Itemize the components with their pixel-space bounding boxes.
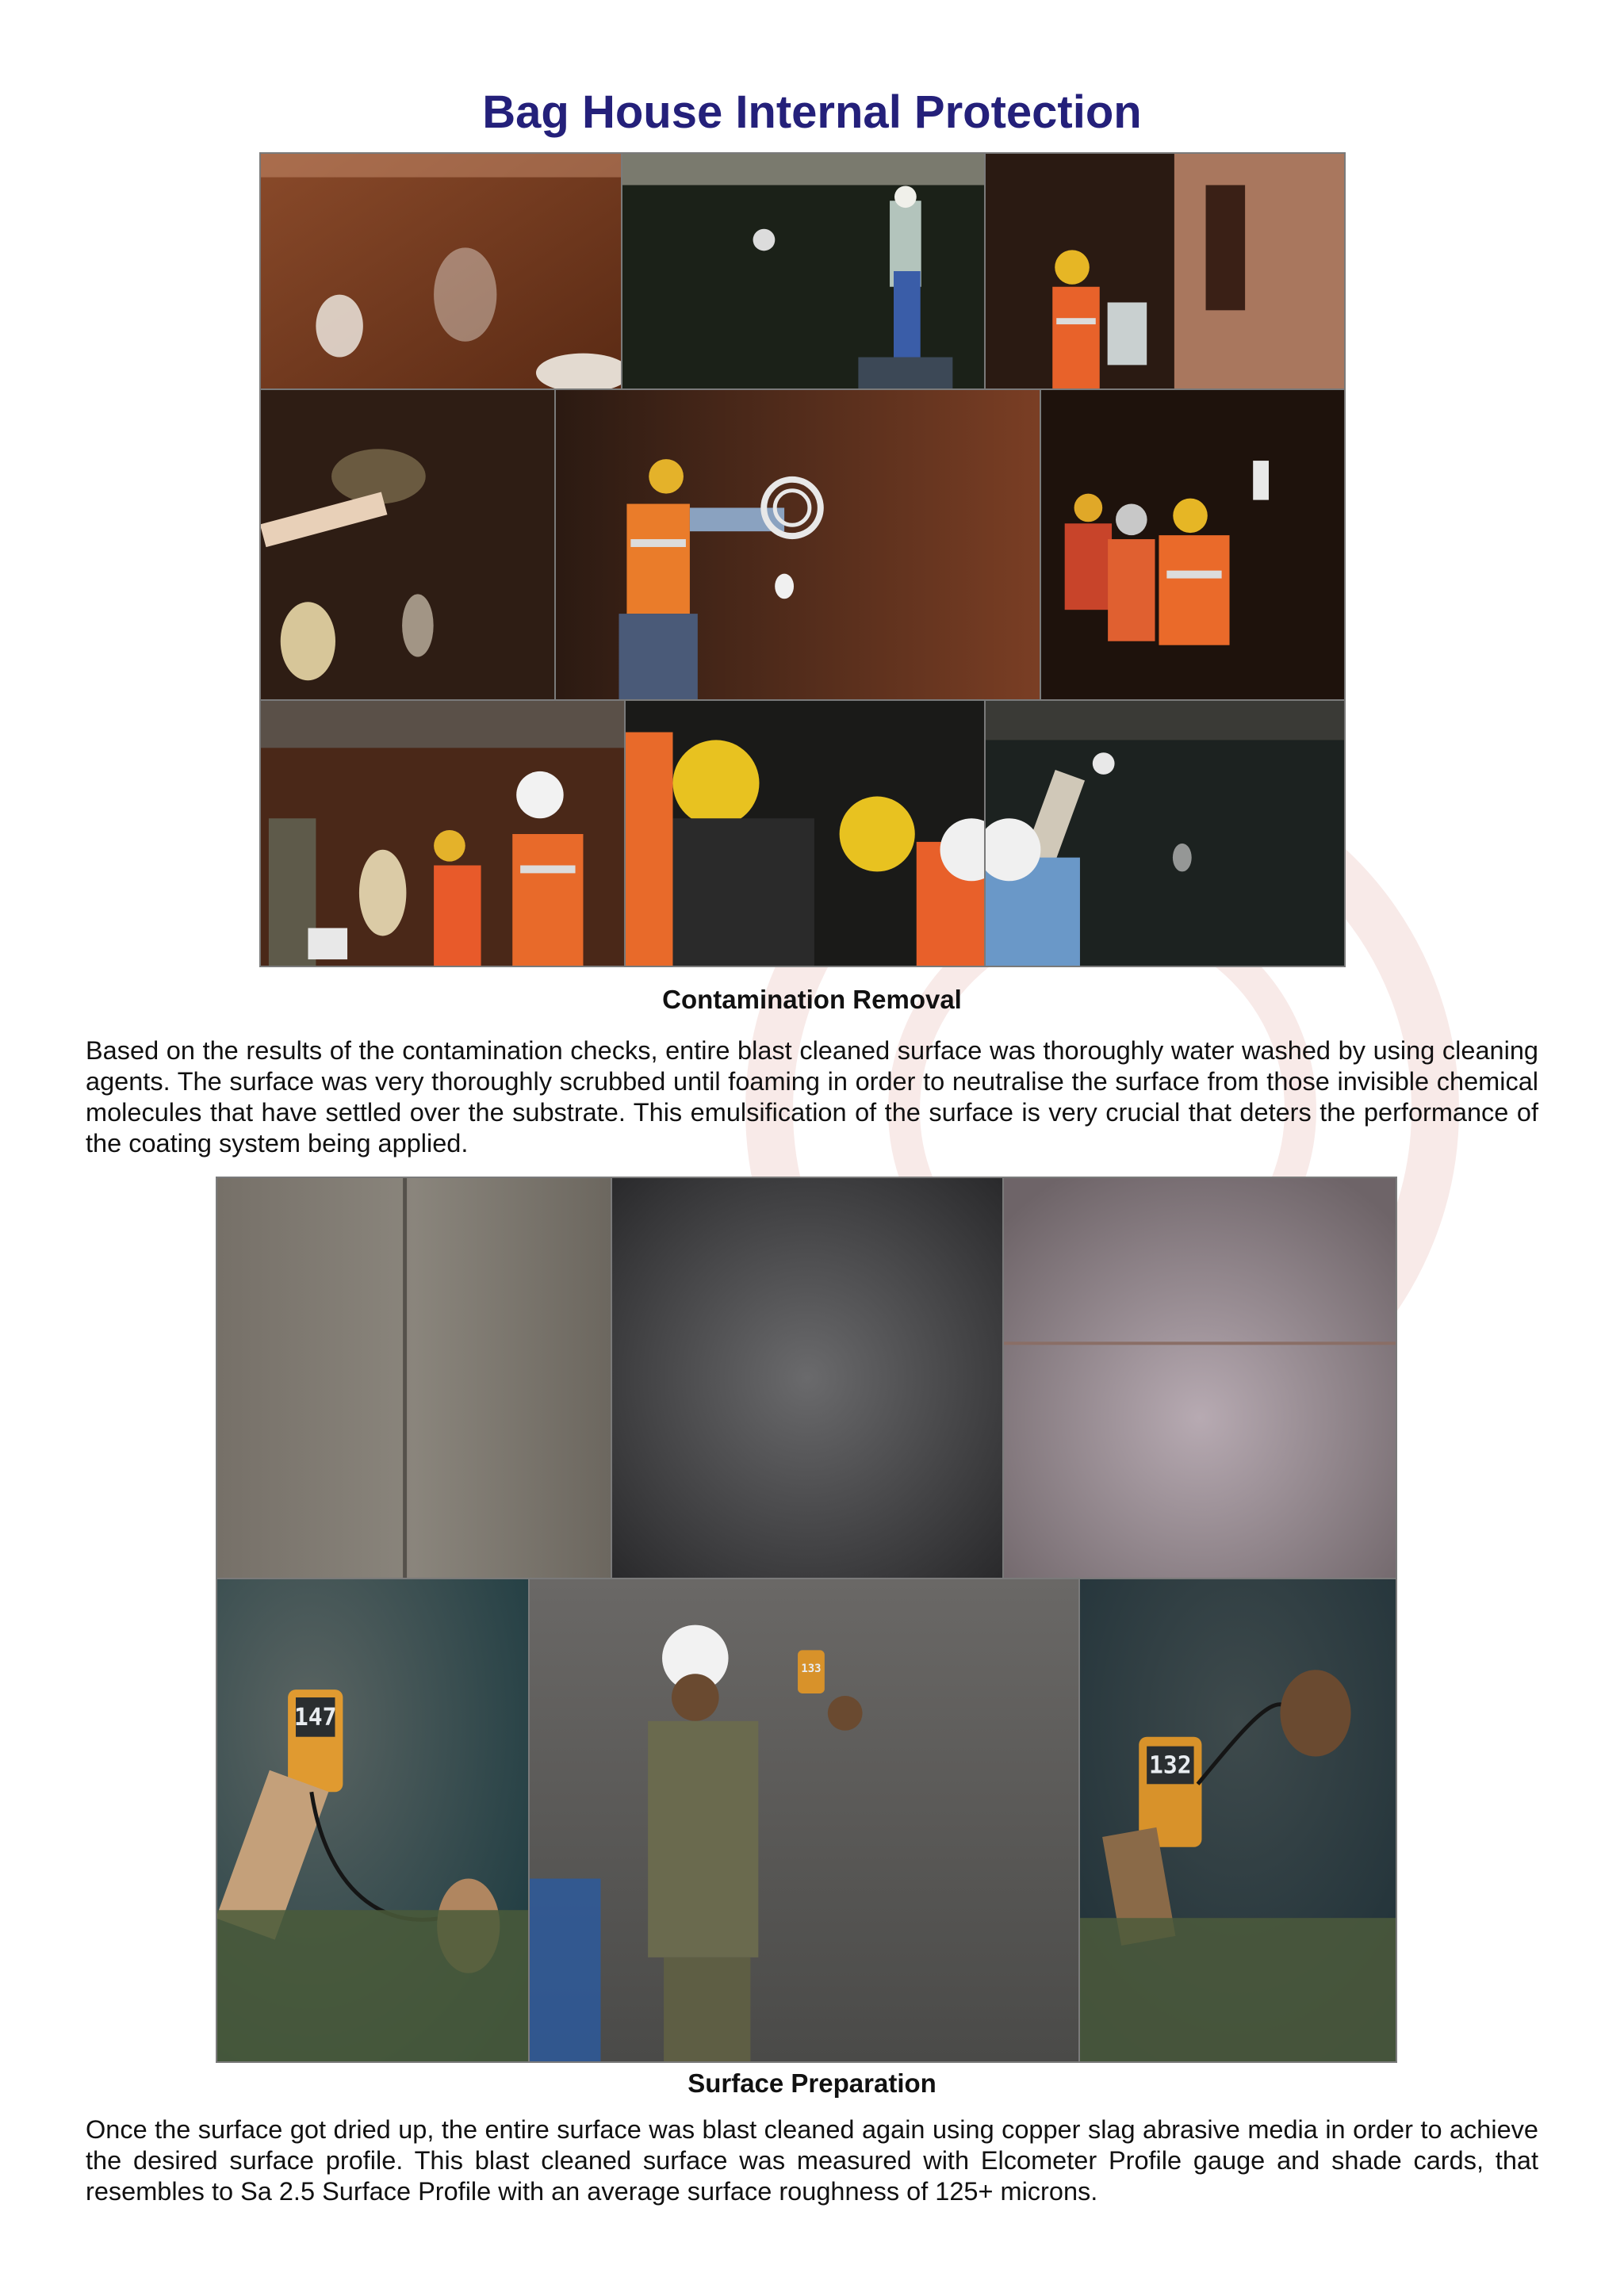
gauge-reading-right: 132 [1149, 1751, 1192, 1780]
photo-worker-spraying-cleaning-agent [621, 152, 986, 390]
photo-profile-gauge-reading-left [216, 1578, 530, 2063]
photo-hand-spraying-wall [984, 699, 1346, 967]
photo-worker-measuring-profile [528, 1578, 1080, 2063]
photo-close-up-workers-helmets [624, 699, 986, 967]
photo-workers-with-brushes [259, 699, 626, 967]
gauge-reading-center: 133 [801, 1663, 822, 1676]
photo-dark-textured-blasted-surface [611, 1177, 1004, 1579]
paragraph-surface-preparation: Once the surface got dried up, the entire surface was blast cleaned again using copper slag abrasive media in order to achieve the desired surface profile. This blast cleaned surface was measured with Elcometer Profile gauge and shade cards, that resembles to Sa 2.5 Surface Profile with an average surface roughness of 125+ microns. [86, 2115, 1538, 2206]
photo-worker-scrubbing-circular-foam [554, 388, 1041, 701]
photo-blasted-plate-with-weld-line [1002, 1177, 1397, 1579]
photo-group-of-workers-cleaning [1040, 388, 1346, 701]
gauge-reading-left: 147 [293, 1703, 337, 1732]
photo-profile-gauge-reading-right [1078, 1578, 1397, 2063]
paragraph-contamination-removal: Based on the results of the contamination checks, entire blast cleaned surface was thoroughly water washed by using cleaning agents. The surface was very thoroughly scrubbed until foaming in order to neutralise the surface from those invisible chemical molecules that have settled over the substrate. This emulsification of the surface is very crucial that deters the performance of the coating system being applied. [86, 1036, 1538, 1158]
photo-rust-wall-being-washed [259, 152, 622, 390]
photo-worker-scrubbing-corner [984, 152, 1346, 390]
photo-grey-blasted-wall-seam [216, 1177, 612, 1579]
caption-contamination-removal: Contamination Removal [662, 985, 962, 1014]
caption-surface-preparation: Surface Preparation [688, 2068, 936, 2098]
page-title: Bag House Internal Protection [482, 86, 1142, 138]
photo-hand-scrubbing-foam [259, 388, 556, 701]
